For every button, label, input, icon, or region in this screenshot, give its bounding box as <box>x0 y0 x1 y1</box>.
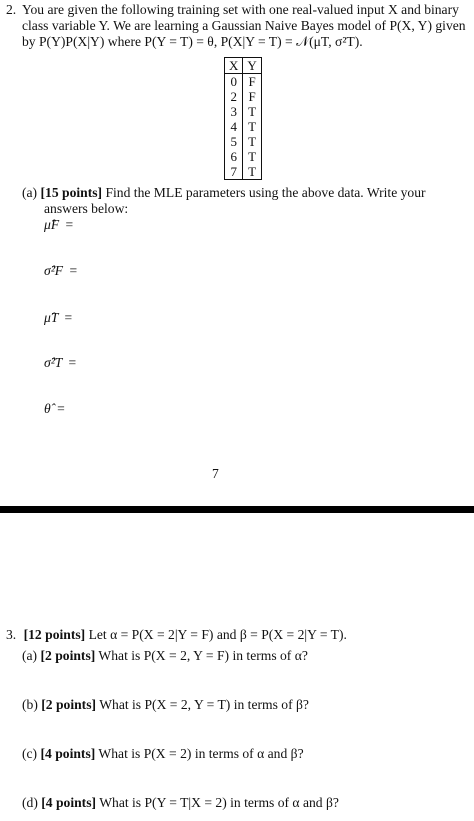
table-header-x: X <box>225 58 243 74</box>
table-cell-x: 2 <box>225 89 243 104</box>
answer-sigma-f <box>44 263 77 279</box>
table-row <box>225 74 262 90</box>
part-text: What is P(Y = T|X = 2) in terms of α and β? <box>99 795 339 810</box>
table-cell-x: 6 <box>225 149 243 164</box>
table-header-y: Y <box>243 58 261 74</box>
part-text: What is P(X = 2, Y = T) in terms of β? <box>99 697 309 712</box>
answer-theta <box>44 401 65 417</box>
table-cell-y: T <box>243 104 261 119</box>
part-points: [4 points] <box>40 746 96 761</box>
table-header-row <box>225 58 262 74</box>
answer-symbol: μ̂F <box>44 217 60 232</box>
prompt-line-3: by P(Y)P(X|Y) where P(Y = T) = θ, P(X|Y = T) = 𝒩(μT, σ²T). <box>22 34 363 49</box>
question-2-part-a <box>22 185 468 217</box>
answer-equals: = <box>69 263 78 278</box>
table-row <box>225 134 262 149</box>
table-cell-y: T <box>243 164 261 180</box>
part-points: [4 points] <box>41 795 97 810</box>
question-3-number: 3. <box>6 627 17 642</box>
page-divider <box>0 506 474 513</box>
answer-mu-t <box>44 310 72 326</box>
prompt-line-2: class variable Y. We are learning a Gaussian Naive Bayes model of P(X, Y) given <box>22 18 466 33</box>
answer-symbol: σ̂²F <box>44 263 64 278</box>
answer-equals: = <box>65 217 74 232</box>
part-a-text-1: Find the MLE parameters using the above data. Write your <box>105 185 426 200</box>
table-cell-y: T <box>243 119 261 134</box>
part-label: (d) <box>22 795 38 810</box>
part-a-points: [15 points] <box>40 185 103 200</box>
answer-symbol: σ̂²T <box>44 355 63 370</box>
table-cell-x: 4 <box>225 119 243 134</box>
part-text: What is P(X = 2, Y = F) in terms of α? <box>98 648 308 663</box>
answer-symbol: θ̂ <box>44 401 51 416</box>
part-label: (b) <box>22 697 38 712</box>
question-3-part-d <box>22 795 339 811</box>
question-3-text: Let α = P(X = 2|Y = F) and β = P(X = 2|Y = T). <box>88 627 347 642</box>
question-3-part-c <box>22 746 304 762</box>
table-cell-x: 3 <box>225 104 243 119</box>
part-text: What is P(X = 2) in terms of α and β? <box>98 746 304 761</box>
training-data-table <box>224 57 262 180</box>
answer-equals: = <box>64 310 73 325</box>
answer-sigma-t <box>44 355 76 371</box>
table-row <box>225 104 262 119</box>
table-cell-x: 7 <box>225 164 243 180</box>
answer-symbol: μ̂T <box>44 310 59 325</box>
question-2-prompt <box>22 2 468 50</box>
part-points: [2 points] <box>40 648 96 663</box>
table-cell-y: F <box>243 74 261 90</box>
part-label: (a) <box>22 648 38 663</box>
table-row <box>225 149 262 164</box>
question-3-intro <box>6 627 347 643</box>
table-cell-x: 0 <box>225 74 243 90</box>
answer-equals: = <box>57 401 65 416</box>
answer-equals: = <box>68 355 77 370</box>
table-cell-x: 5 <box>225 134 243 149</box>
table-row <box>225 164 262 180</box>
question-3-points: [12 points] <box>23 627 86 642</box>
page-number: 7 <box>212 466 219 481</box>
part-a-text-2: answers below: <box>44 201 129 216</box>
table-row <box>225 119 262 134</box>
answer-mu-f <box>44 217 73 233</box>
question-3-part-a <box>22 648 308 664</box>
table-cell-y: F <box>243 89 261 104</box>
table-cell-y: T <box>243 134 261 149</box>
part-label: (c) <box>22 746 38 761</box>
part-a-label: (a) <box>22 185 38 200</box>
question-2-number: 2. <box>6 2 17 17</box>
part-points: [2 points] <box>41 697 97 712</box>
prompt-line-1: You are given the following training set with one real-valued input X and binary <box>22 2 459 17</box>
table-row <box>225 89 262 104</box>
table-cell-y: T <box>243 149 261 164</box>
question-3-part-b <box>22 697 309 713</box>
